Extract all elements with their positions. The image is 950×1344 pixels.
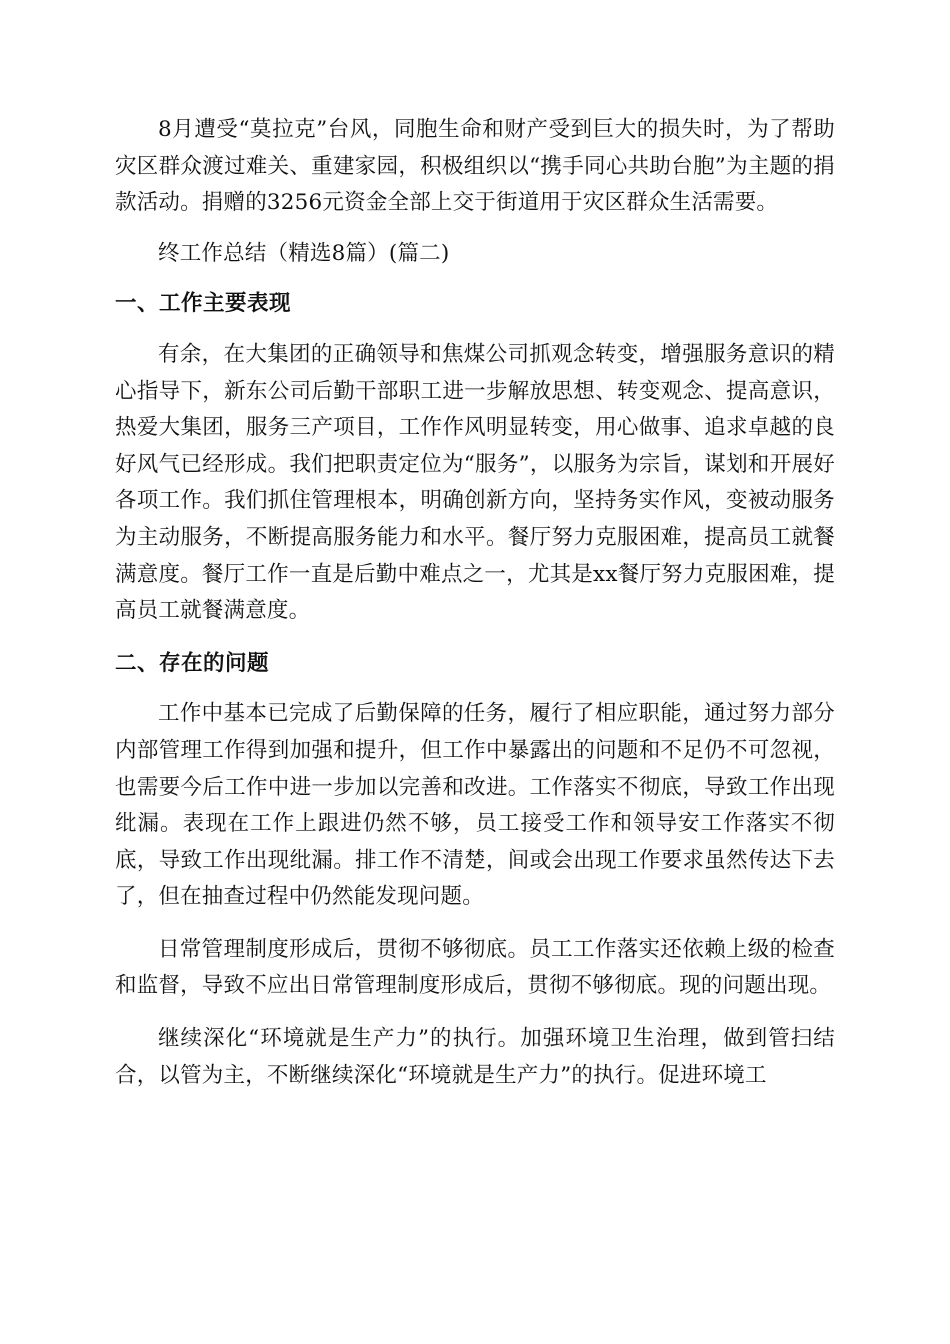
work-performance-paragraph: 有余，在大集团的正确领导和焦煤公司抓观念转变，增强服务意识的精心指导下，新东公司后勤干部职工进一步解放思想、转变观念、提高意识，热爱大集团，服务三产项目，工作作风明显转变，用心做事、追求卓越的良好风气已经形成。我们把职责定位为“服务”，以服务为宗旨，谋划和开展好各项工作。我们抓住管理根本，明确创新方向，坚持务实作风，变被动服务为主动服务，不断提高服务能力和水平。餐厅努力克服困难，提高员工就餐满意度。餐厅工作一直是后勤中难点之一，尤其是xx餐厅努力克服困难，提高员工就餐满意度。	[115, 341, 835, 624]
problems-paragraph-1: 工作中基本已完成了后勤保障的任务，履行了相应职能，通过努力部分内部管理工作得到加强和提升，但工作中暴露出的问题和不足仍不可忽视，也需要今后工作中进一步加以完善和改进。工作落实不彻底，导致工作出现纰漏。表现在工作上跟进仍然不够，员工接受工作和领导安工作落实不彻底，导致工作出现纰漏。排工作不清楚，间或会出现工作要求虽然传达下去了，但在抽查过程中仍然能发现问题。	[115, 701, 835, 910]
problems-paragraph-2: 日常管理制度形成后，贯彻不够彻底。员工工作落实还依赖上级的检查和监督，导致不应出日常管理制度形成后，贯彻不够彻底。现的问题出现。	[115, 936, 835, 999]
section-heading-existing-problems: 二、存在的问题	[115, 650, 270, 676]
document-subtitle: 终工作总结（精选8篇）(篇二)	[158, 240, 450, 266]
intro-paragraph: 8月遭受“莫拉克”台风，同胞生命和财产受到巨大的损失时，为了帮助灾区群众渡过难关、重建家园，积极组织以“携手同心共助台胞”为主题的捐款活动。捐赠的3256元资金全部上交于街道用于灾区群众生活需要。	[115, 117, 835, 216]
section-heading-work-performance: 一、工作主要表现	[115, 291, 292, 317]
problems-paragraph-3: 继续深化“环境就是生产力”的执行。加强环境卫生治理，做到管扫结合，以管为主，不断继续深化“环境就是生产力”的执行。促进环境工	[115, 1026, 835, 1088]
document-body	[115, 112, 835, 1110]
